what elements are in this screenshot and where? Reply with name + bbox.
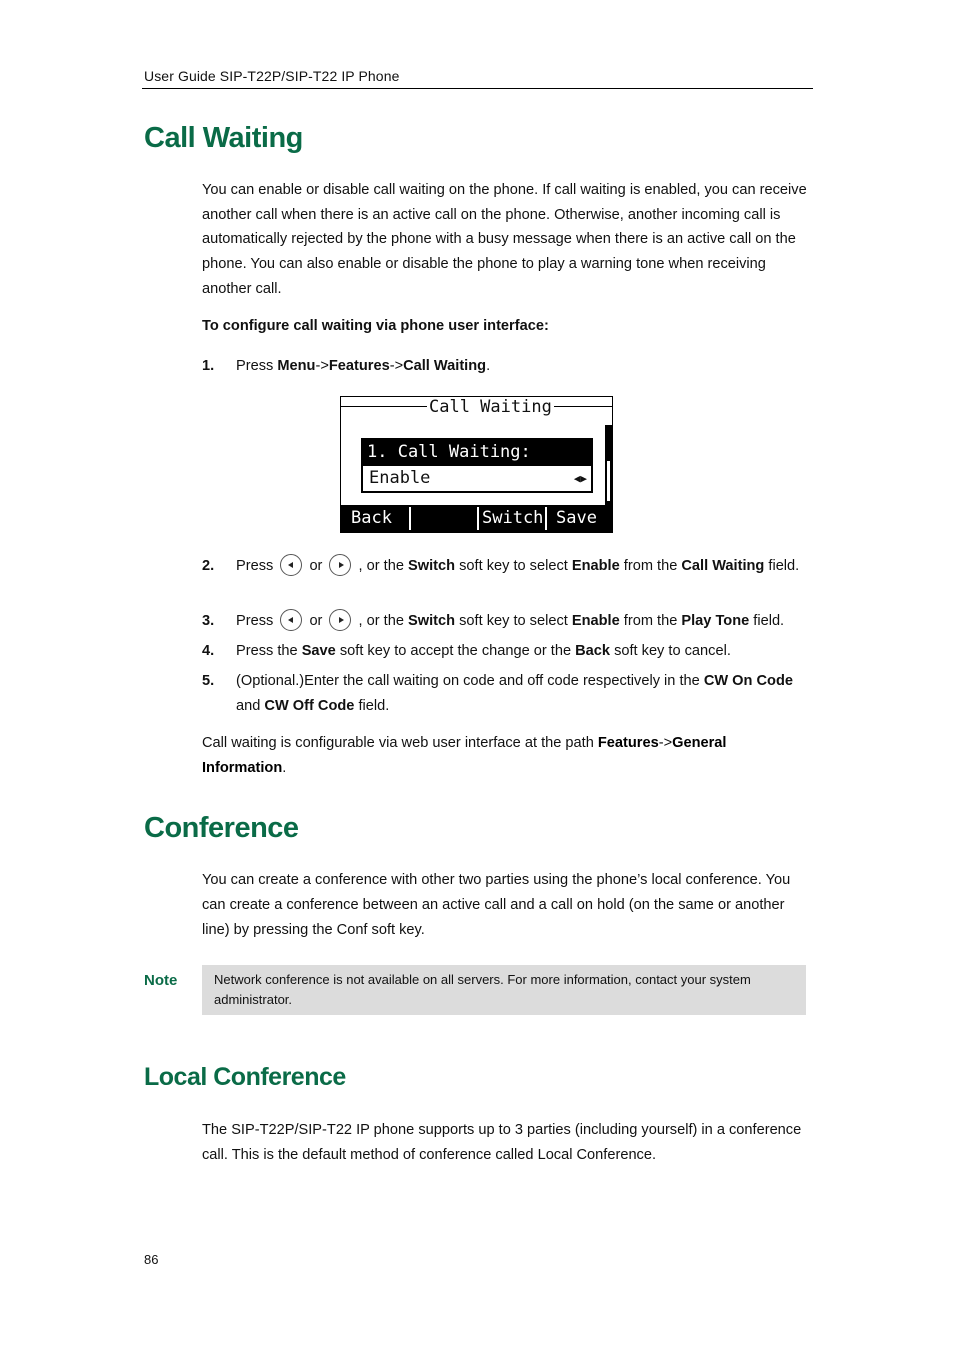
screen-scrollbar <box>605 425 612 505</box>
step-number: 4. <box>202 643 215 659</box>
softkey-divider <box>477 507 479 530</box>
conference-intro: You can create a conference with other two parties using the phone’s local conference. You can create a conference between an active call and a call on hold (on the same or another line) by pressing the Conf soft key. <box>202 872 791 938</box>
section-title-call-waiting: Call Waiting <box>144 122 303 154</box>
step-text: (Optional.)Enter the call waiting on code and off code respectively in the CW On Code and CW Off Code field. <box>236 673 793 714</box>
screen-value-text: Enable <box>369 468 431 488</box>
section-title-local-conference: Local Conference <box>144 1063 346 1091</box>
step-text: Press or , or the Switch soft key to select Enable from the Play Tone field. <box>236 609 814 634</box>
softkey-switch[interactable]: Switch <box>482 508 544 528</box>
left-navigation-key-icon <box>280 609 302 631</box>
right-navigation-key-icon <box>329 554 351 576</box>
softkey-divider <box>409 507 411 530</box>
step-text: Press or , or the Switch soft key to select Enable from the Call Waiting field. <box>236 554 814 579</box>
screen-item-label: 1. Call Waiting: <box>361 438 593 466</box>
page-number: 86 <box>144 1252 159 1267</box>
left-right-arrows-icon: ◀▶ <box>573 472 587 485</box>
step-text: Press Menu->Features->Call Waiting. <box>236 358 491 374</box>
softkey-save[interactable]: Save <box>556 508 597 528</box>
screen-item-value <box>361 466 593 493</box>
step-text: Press the Save soft key to accept the change or the Back soft key to cancel. <box>236 643 731 659</box>
section-title-conference: Conference <box>144 812 299 844</box>
left-navigation-key-icon <box>280 554 302 576</box>
note-text: Network conference is not available on all servers. For more information, contact your system administrator. <box>214 972 751 1007</box>
step-number: 5. <box>202 673 215 689</box>
header-text: User Guide SIP-T22P/SIP-T22 IP Phone <box>144 68 400 84</box>
screen-title: Call Waiting <box>429 397 552 417</box>
step-number: 3. <box>202 613 215 629</box>
web-config-note: Call waiting is configurable via web user interface at the path Features->General Information. <box>202 735 727 776</box>
step-number: 2. <box>202 558 215 574</box>
note-label: Note <box>144 972 178 989</box>
local-conference-intro: The SIP-T22P/SIP-T22 IP phone supports up to 3 parties (including yourself) in a conference call. This is the default method of conference called Local Conference. <box>202 1122 802 1163</box>
note-box <box>202 965 806 1015</box>
page-header <box>142 66 813 89</box>
call-waiting-intro: You can enable or disable call waiting on the phone. If call waiting is enabled, you can receive another call when there is an active call on the phone. Otherwise, another incoming call is automatically rejected by the phone with a busy message when there is an active call on the phone. You can also enable or disable the phone to play a warning tone when receiving another call. <box>202 182 807 297</box>
phone-screen-call-waiting <box>340 396 613 533</box>
softkey-divider <box>545 507 547 530</box>
right-navigation-key-icon <box>329 609 351 631</box>
softkey-back[interactable]: Back <box>351 508 392 528</box>
step-number: 1. <box>202 358 215 374</box>
procedure-heading: To configure call waiting via phone user interface: <box>202 318 549 334</box>
screen-softkey-bar <box>341 505 612 532</box>
